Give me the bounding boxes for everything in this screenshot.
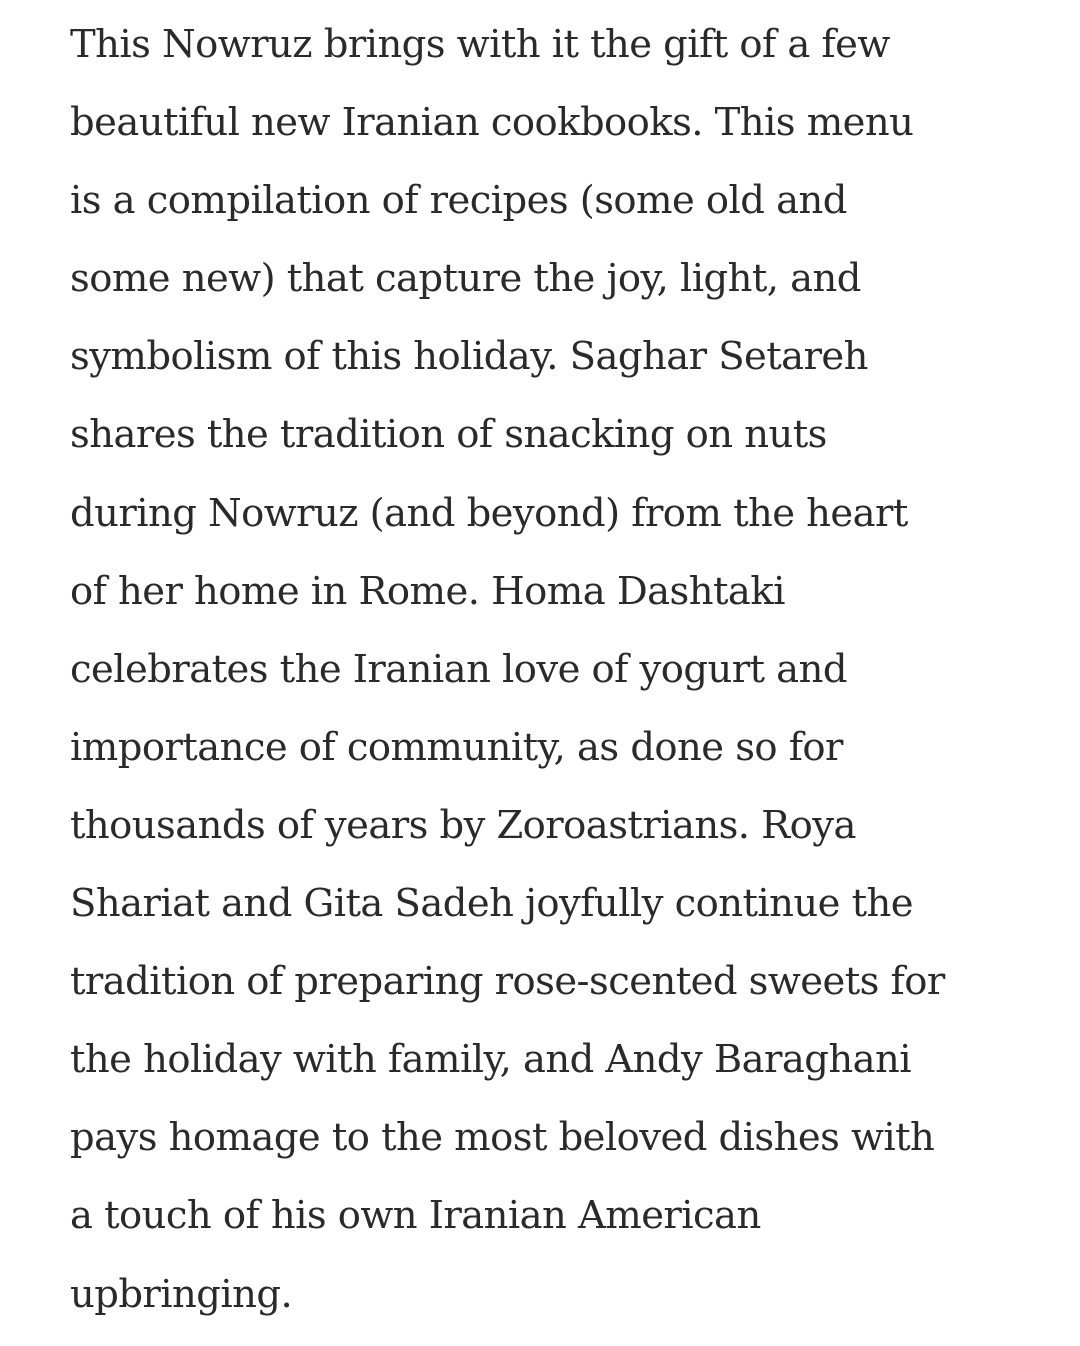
paragraph-line: thousands of years by Zoroastrians. Roya: [70, 802, 856, 848]
paragraph-line: shares the tradition of snacking on nuts: [70, 412, 827, 458]
paragraph-line: celebrates the Iranian love of yogurt and: [70, 646, 847, 692]
paragraph-line: pays homage to the most beloved dishes with: [70, 1115, 935, 1161]
paragraph-line: during Nowruz (and beyond) from the heart: [70, 490, 908, 536]
article-paragraph: [70, 6, 1050, 1334]
paragraph-line: of her home in Rome. Homa Dashtaki: [70, 568, 785, 614]
paragraph-line: symbolism of this holiday. Saghar Setareh: [70, 334, 868, 380]
paragraph-line: the holiday with family, and Andy Baraghani: [70, 1037, 912, 1083]
paragraph-line: Shariat and Gita Sadeh joyfully continue the: [70, 881, 913, 927]
paragraph-line: a touch of his own Iranian American: [70, 1193, 761, 1239]
paragraph-line: tradition of preparing rose-scented sweets for: [70, 959, 945, 1005]
paragraph-line: This Nowruz brings with it the gift of a few: [70, 22, 890, 67]
paragraph-line: importance of community, as done so for: [70, 724, 843, 770]
paragraph-line: is a compilation of recipes (some old and: [70, 178, 847, 224]
paragraph-line: upbringing.: [70, 1271, 293, 1317]
paragraph-line: beautiful new Iranian cookbooks. This menu: [70, 100, 914, 146]
paragraph-line: some new) that capture the joy, light, and: [70, 256, 861, 302]
